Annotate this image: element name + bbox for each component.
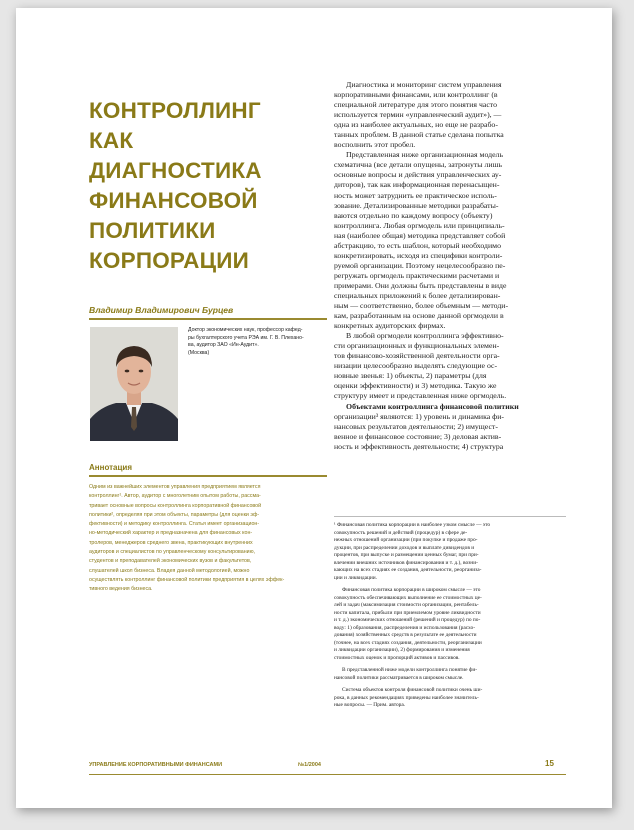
bio-line: Доктор экономических наук, профессор кафед- (188, 327, 303, 333)
body-line: венное и финансовое состояние; 3) деловая актив- (334, 431, 502, 441)
body-line: схематична (все детали опущены, затронуты лишь (334, 160, 503, 170)
footnote-line: процентов, при выпуске и размещении ценных бумаг, при при- (334, 552, 479, 558)
footnote-line: дукции, при распределении доходов и выплате дивидендов и (334, 544, 475, 551)
footnote-line: Система объектов контроля финансовой политики очень ши- (342, 687, 483, 693)
bio-line: (Москва) (188, 349, 210, 356)
footnote-line: влечении внешних источников финансирования и т. д.), возни- (334, 559, 478, 566)
body-line: новные звенья: 1) объекты, 2) параметры (для (334, 371, 487, 381)
body-line: сти организационных и функциональных элемен- (334, 341, 500, 351)
magazine-page (16, 8, 612, 808)
title-line: ДИАГНОСТИКА (89, 158, 262, 183)
title-line: ПОЛИТИКИ (89, 218, 216, 243)
footnote-line: рока, в данных рекомендациях приведены наиболее значитель- (334, 694, 479, 701)
body-line: зование. Детализированные методики разрабаты- (334, 200, 499, 210)
footnote-line: нансовой политики рассматривается в широком смысле. (334, 674, 464, 681)
body-line: Диагностика и мониторинг систем управления (346, 80, 502, 89)
footnote-line: (точнее, на всех стадиях создания, деятельности, реорганизации (334, 639, 482, 646)
annotation-line: тролеров, менеджеров среднего звена, практикующих внутренних (89, 539, 253, 546)
body-line: регружать оргмодель практическими расчетами и (334, 270, 500, 280)
footnote-line: дования) хозяйственных средств в результате ее деятельности (334, 632, 477, 638)
annotation-line: студентов и преподавателей экономических вузов и факультетов, (89, 558, 252, 565)
body-line: конкретных аудиторских фирмах. (334, 321, 446, 331)
body-line: тов финансово-хозяйственной деятельности орга- (334, 351, 500, 361)
title-line: КОНТРОЛЛИНГ (89, 98, 261, 123)
footer-issue: №1/2004 (298, 762, 321, 768)
annotation-text (89, 483, 327, 595)
article-title (89, 96, 319, 276)
annotation-line: политики², определяя при этом объекты, параметры (для оценки эф- (89, 511, 260, 518)
page-number: 15 (545, 759, 554, 768)
body-line: танных проблем. В данной статье сделана попытка (334, 130, 504, 140)
body-line: руемой организации. Поэтому нецелесообразно пе- (334, 260, 506, 270)
annotation-line: но-методический характер и предназначена для финансовых кон- (89, 530, 253, 537)
author-photo (90, 327, 178, 441)
footnote-line: совокупность обеспечивающих выполнение ее стоимостных це- (334, 594, 482, 601)
annotation-line: тивного ведения бизнеса. (89, 586, 153, 593)
body-line: ным — соответственно, более объемным — методи- (334, 301, 509, 311)
footnote-line: нежных отношений организации (при покупке и продаже про- (334, 537, 478, 543)
footnote-line: кающих на всех стадиях ее создания, деятельности, реорганиза- (334, 567, 482, 573)
author-bio (188, 327, 326, 357)
annotation-rule (89, 475, 327, 477)
body-line: специальной литературе для этого понятия часто (334, 100, 497, 110)
body-line: абстракцию, то есть шаблон, который необходимо (334, 240, 501, 250)
author-name: Владимир Владимирович Бурцев (89, 305, 234, 315)
body-line: ваются отдельно по каждому вопросу (объекту) (334, 210, 493, 220)
title-line: ФИНАНСОВОЙ (89, 188, 258, 213)
body-line: ность может затруднить ее практическое исполь- (334, 190, 497, 200)
footnote-line: В представленной ниже модели контроллинга понятие фи- (342, 667, 478, 673)
bio-line: ры бухгалтерского учета РЭА им. Г. В. Плехано- (188, 334, 304, 341)
body-line: примерами. Они должны быть представлены в виде (334, 280, 507, 290)
footnote-line: ции и ликвидации. (334, 574, 377, 581)
body-line: конкретизировать, исходя из специфики контроли- (334, 250, 503, 260)
body-line: используется термин «управленческий аудит»), — (334, 110, 502, 120)
footnote-line: и ликвидации организации), 2) формирования и изменения (334, 647, 470, 653)
body-line: основные вопросы и действия управленческих ау- (334, 170, 502, 180)
footnote-line: ные вопросы. — Прим. автора. (334, 702, 406, 708)
annotation-line: фективности) и методику контроллинга. Статья имеет организацион- (89, 521, 260, 528)
body-line: кам, разработанным на основе данной оргмодели в (334, 311, 504, 321)
body-line: восполнить этот пробел. (334, 140, 416, 150)
footnote-line: лей и задач (максимизация стоимости организации, рентабель- (334, 602, 479, 608)
bio-line: ва, аудитор ЗАО «Ин-Аудит». (188, 342, 259, 349)
body-line: структуру имеет и представленная ниже оргмодель. (334, 391, 507, 401)
footer-journal-title: УПРАВЛЕНИЕ КОРПОРАТИВНЫМИ ФИНАНСАМИ (89, 762, 223, 768)
body-line: специальных приложений к более детализирован- (334, 290, 501, 300)
annotation-line: контроллинг¹. Автор, аудитор с многолетним опытом работы, рассма- (89, 493, 261, 500)
body-line: В любой оргмодели контроллинга эффективно- (346, 331, 504, 341)
footnotes (334, 522, 566, 710)
footnote-line: ности капитала, прибыли при приемлемом уровне ликвидности (334, 609, 481, 616)
title-line: КАК (89, 128, 134, 153)
body-line: нансовых результатов деятельности; 2) имущест- (334, 421, 498, 431)
body-line: ная (наиболее общая) методика представляет собой (334, 230, 506, 240)
footnote-rule (334, 516, 566, 517)
footer-rule (89, 774, 566, 775)
footnote-line: воду: 1) образования, распределения и использования (расхо- (334, 624, 476, 631)
annotation-line: Одним из важнейших элементов управления предприятием является (89, 484, 261, 490)
body-line: Представленная ниже организационная модель (346, 150, 503, 160)
annotation-line: осуществлять контроллинг финансовой политики предприятия в целях эффек- (89, 576, 285, 583)
author-rule (89, 318, 327, 320)
body-line: ность и эффективность деятельности; 4) структура (334, 441, 504, 451)
body-line: корпоративными финансами, или контроллинг (в (334, 90, 498, 100)
author-portrait-image (90, 327, 178, 441)
footnote-line: и т. д.) экономических отношений (решений и процедур) по по- (334, 617, 481, 623)
title-line: КОРПОРАЦИИ (89, 248, 249, 273)
annotation-line: тривает основные вопросы контроллинга корпоративной финансовой (89, 502, 262, 509)
annotation-line: слушателей школ бизнеса. Владея данной методологией, можно (89, 567, 250, 574)
body-line: низации целесообразно выделять следующие ос- (334, 361, 498, 371)
body-line: оценки эффективности) и 3) методика. Такую же (334, 381, 497, 391)
article-body (334, 80, 566, 452)
body-line: диторов), так как информационная перенасыщен- (334, 180, 500, 190)
body-line: Объектами контроллинга финансовой политики (346, 401, 519, 411)
footnote-line: Финансовая политика корпорации в широком смысле — это (342, 587, 481, 593)
annotation-heading: Аннотация (89, 463, 132, 472)
body-line: организации³ являются: 1) уровень и динамика фи- (334, 411, 504, 421)
footnote-line: совокупность решений и действий (процедур) в сфере де- (334, 529, 468, 536)
footnote-line: стоимостных оценок и пропорций активов и пассивов. (334, 654, 460, 661)
body-line: одна из наиболее актуальных, но еще не разрабо- (334, 120, 498, 130)
footnote-line: ¹ Финансовая политика корпорации в наиболее узком смысле — это (334, 522, 491, 528)
body-line: контроллинга. Любая оргмодель или принципиаль- (334, 220, 505, 230)
annotation-line: аудиторов и специалистов по управленческому консультированию, (89, 549, 256, 556)
